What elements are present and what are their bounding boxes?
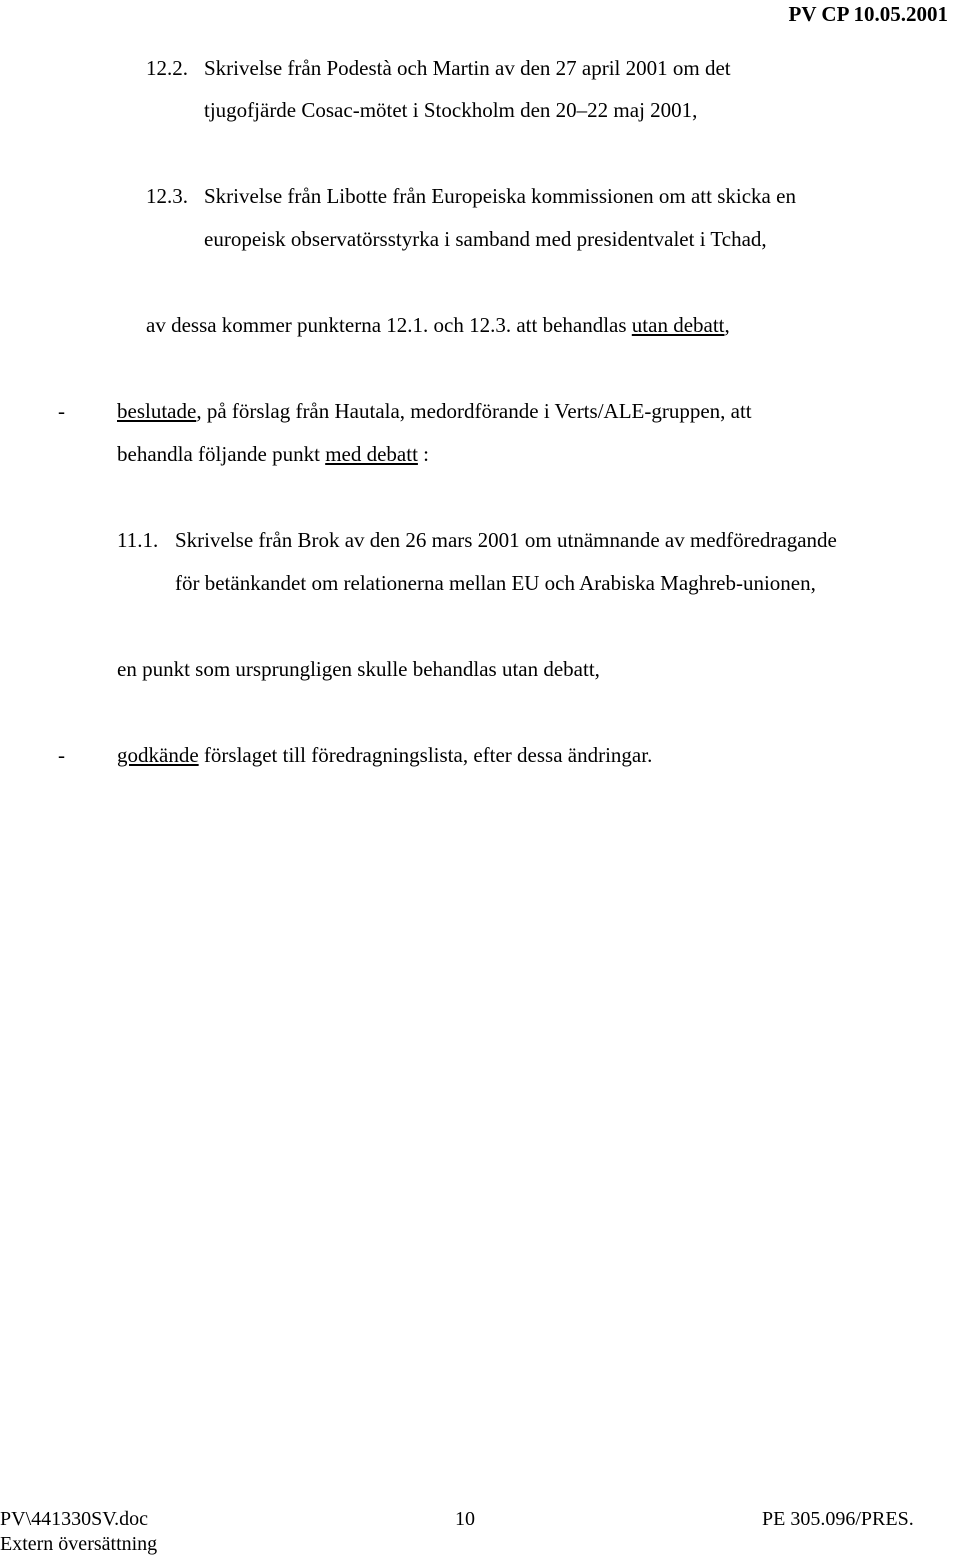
- document-reference: PV CP 10.05.2001: [788, 2, 948, 26]
- decision-2-line2: [117, 444, 429, 465]
- decision-2-line1: [117, 401, 752, 422]
- footer-file-name: PV\441330SV.doc: [0, 1508, 148, 1530]
- note-originally-no-debate: en punkt som ursprungligen skulle behandlas utan debatt,: [117, 657, 600, 681]
- with-debate-underlined: med debatt: [325, 442, 418, 466]
- decided-underlined: beslutade: [117, 399, 197, 423]
- footer-reference: PE 305.096/PRES.: [762, 1508, 914, 1530]
- decision-2-rest2-pre: behandla följande punkt: [117, 442, 326, 466]
- item-12-3-number: 12.3.: [146, 184, 188, 208]
- approved-underlined: godkände: [117, 743, 199, 767]
- decision-no-debate-text: av dessa kommer punkterna 12.1. och 12.3. att behandlas: [146, 313, 632, 337]
- item-12-2-line1: Skrivelse från Podestà och Martin av den 27 april 2001 om det: [204, 56, 731, 80]
- no-debate-underlined: utan debatt: [631, 313, 725, 337]
- item-12-3-line1: Skrivelse från Libotte från Europeiska kommissionen om att skicka en: [204, 184, 796, 208]
- decision-2-rest2-post: :: [417, 442, 429, 466]
- decision-no-debate: [146, 315, 730, 336]
- footer-translation-note: Extern översättning: [0, 1533, 158, 1555]
- item-11-1-line1: Skrivelse från Brok av den 26 mars 2001 om utnämnande av medföredragande: [175, 528, 837, 552]
- decision-no-debate-comma: ,: [724, 313, 730, 337]
- item-12-2-line2: tjugofjärde Cosac-mötet i Stockholm den 20–22 maj 2001,: [204, 98, 698, 122]
- decision-2-dash: -: [58, 399, 65, 423]
- decision-3-rest: förslaget till föredragningslista, efter dessa ändringar.: [198, 743, 653, 767]
- decision-2-rest1: , på förslag från Hautala, medordförande i Verts/ALE-gruppen, att: [196, 399, 752, 423]
- footer-page-number: 10: [455, 1508, 475, 1530]
- item-12-2-number: 12.2.: [146, 56, 188, 80]
- item-11-1-number: 11.1.: [117, 528, 159, 552]
- item-11-1-line2: för betänkandet om relationerna mellan EU och Arabiska Maghreb-unionen,: [175, 571, 816, 595]
- item-12-3-line2: europeisk observatörsstyrka i samband med presidentvalet i Tchad,: [204, 227, 767, 251]
- decision-3-line: [117, 745, 652, 766]
- decision-3-dash: -: [58, 743, 65, 767]
